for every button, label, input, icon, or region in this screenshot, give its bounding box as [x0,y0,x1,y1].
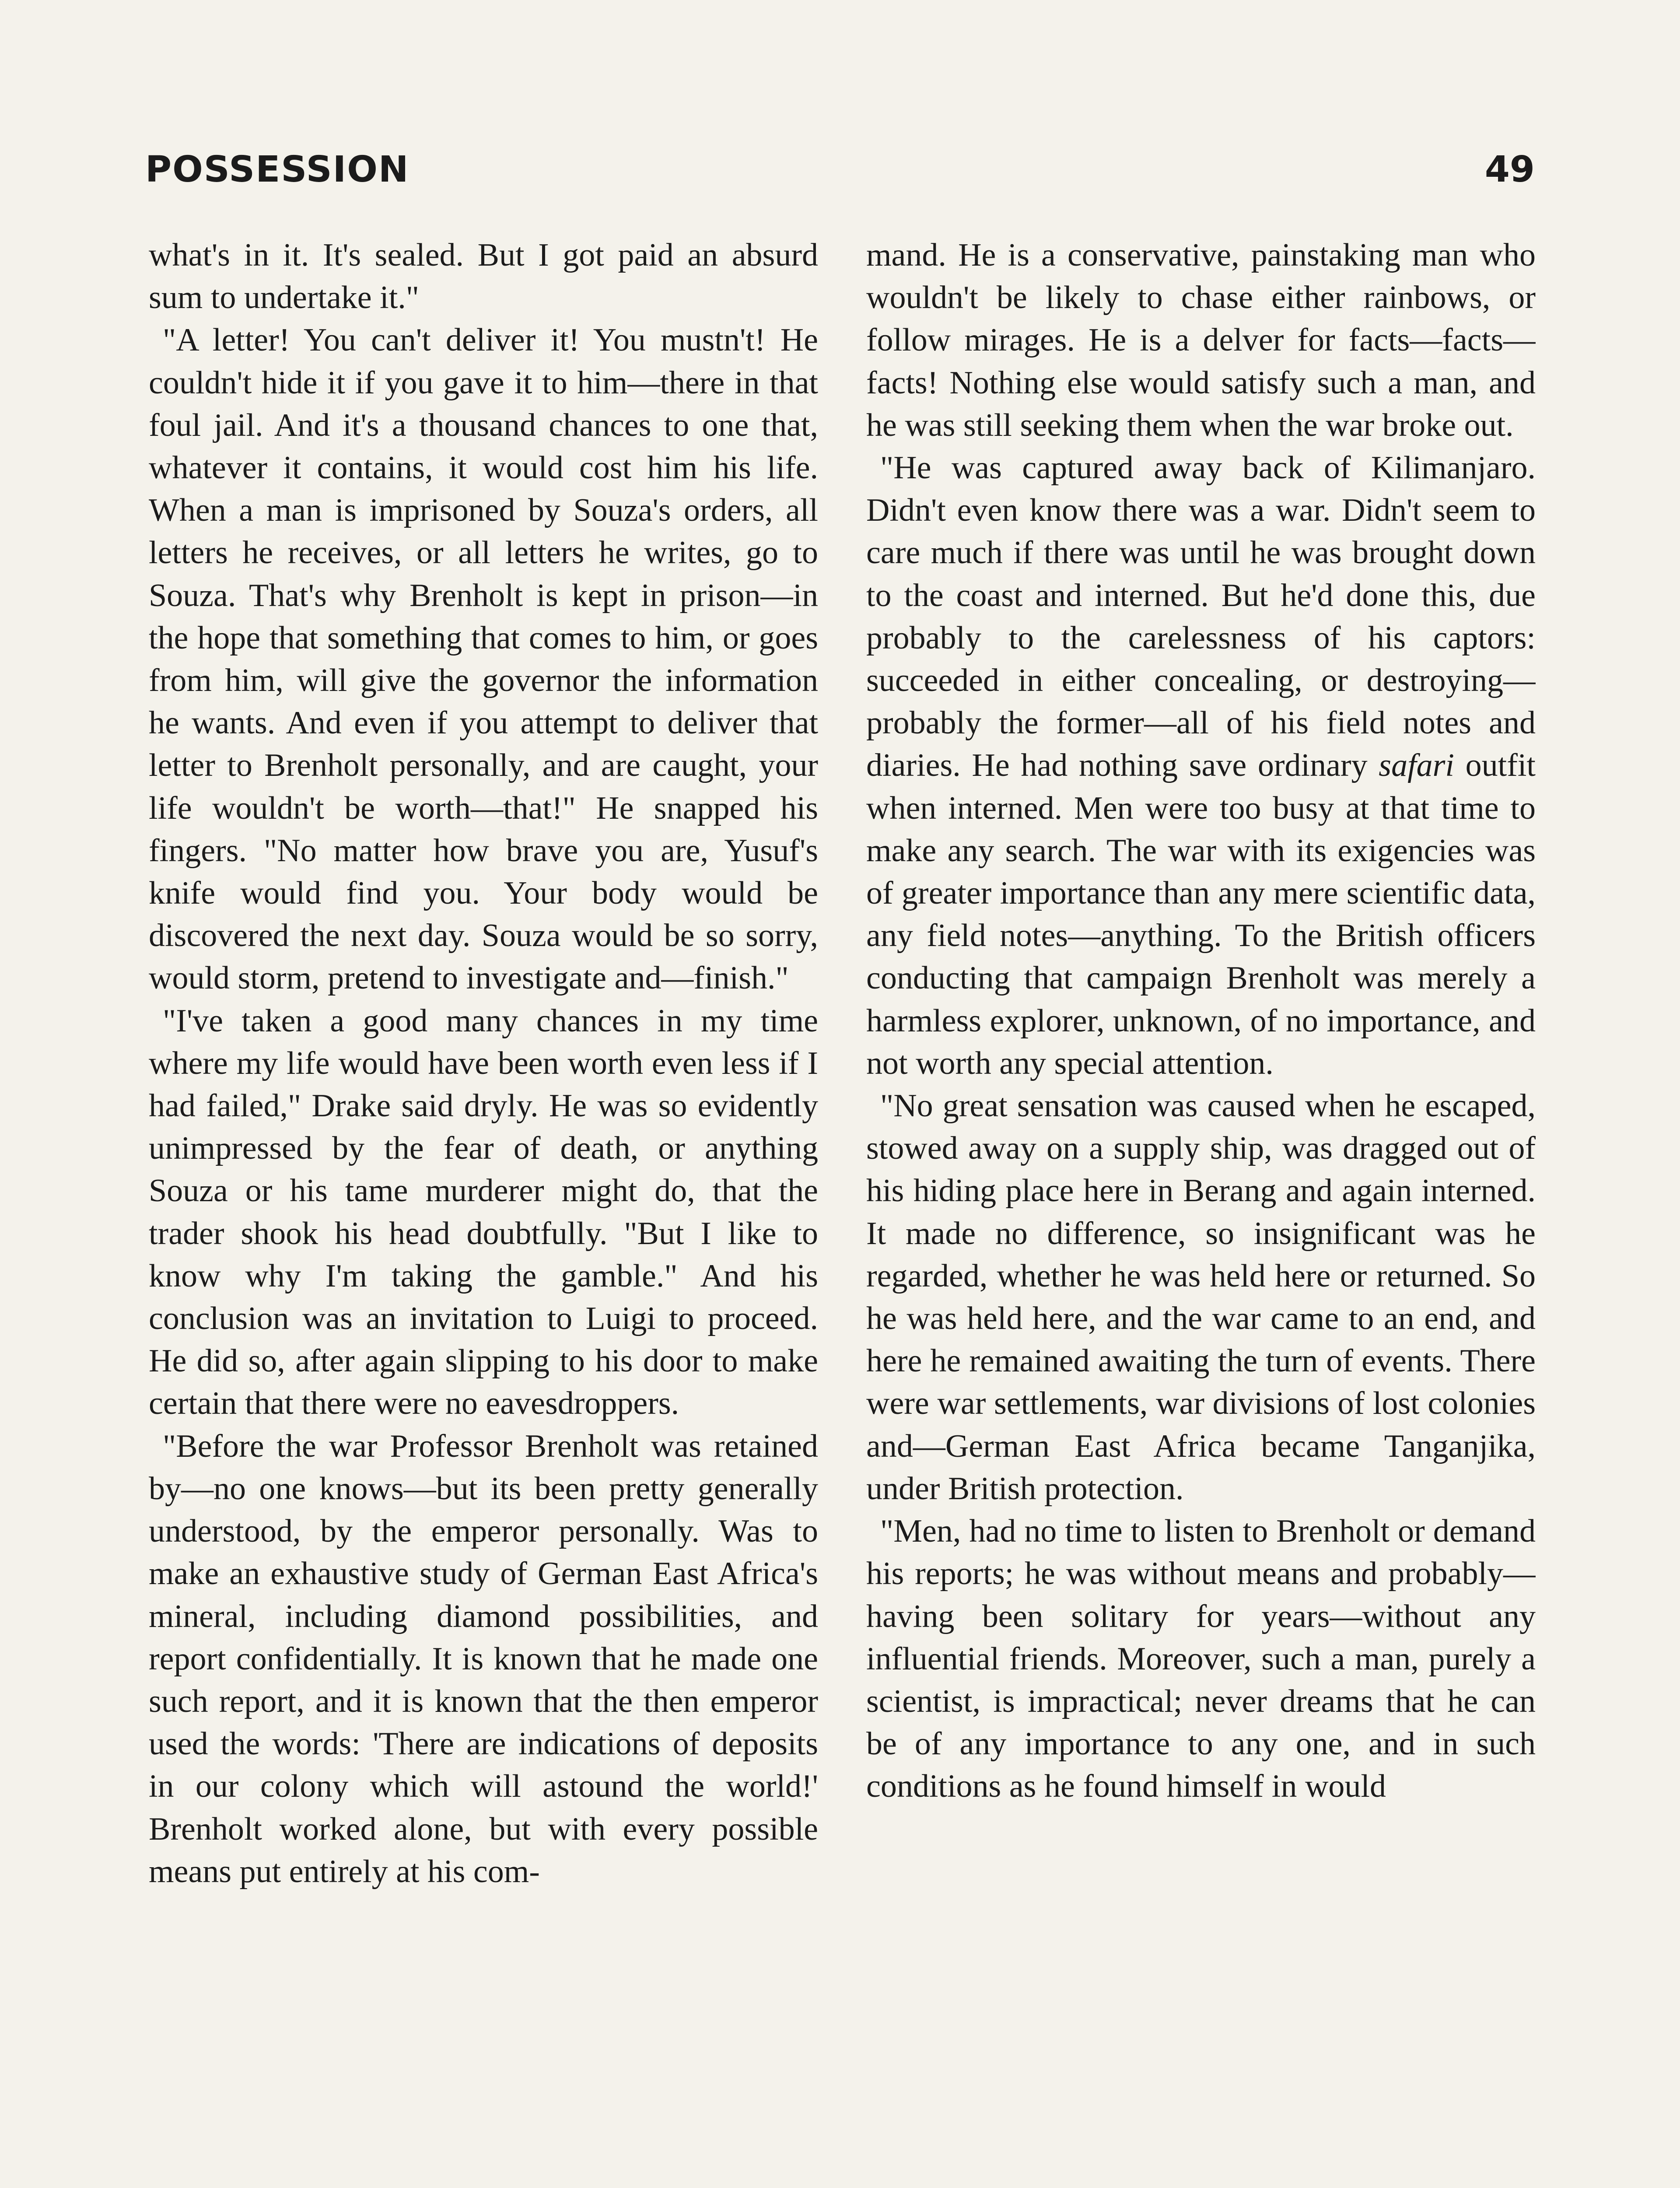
italic-word: safari [1379,747,1454,784]
left-column [149,234,818,2188]
paragraph: "Men, had no time to listen to Brenholt or demand his reports; he was without means and probably—having been solitary for years—without any influential friends. Moreover, such a man, purely a scientist, is impractical; never dreams that he can be of any importance to any one, and in such conditions as he found himself in would [866,1513,1536,1805]
right-column [866,234,1536,2188]
paragraph-text: "He was captured away back of Kilimanjaro. Didn't even know there was a war. Didn't seem to care much if there was until he was brought down to the coast and interned. But he'd done this, due probably to the carelessness of his captors: succeeded in either concealing, or destroying—probably the former—all of his field notes and diaries. He had nothing save ordinary [866,450,1536,784]
section-title: POSSESSION [145,149,410,190]
paragraph-text: outfit when interned. Men were too busy at that time to make any search. The war with its exigencies was of greater importance than any mere scientific data, any field notes—anything. To the British officers conducting that campaign Brenholt was merely a harmless explorer, unknown, of no importance, and not worth any special attention. [866,747,1536,1081]
running-head [145,149,1535,197]
page-number: 49 [1484,149,1535,190]
paragraph [866,447,1536,1085]
paragraph: "Before the war Professor Brenholt was retained by—no one knows—but its been pretty generally understood, by the emperor personally. Was to make an exhaustive study of German East Africa's mineral, including diamond possibilities, and report confidentially. It is known that he made one such report, and it is known that the then emperor used the words: 'There are indications of deposits in our colony which will astound the world!' Brenholt worked alone, but with every possible means put entirely at his com- [149,1428,818,1890]
paragraph: "No great sensation was caused when he escaped, stowed away on a supply ship, was dragged out of his hiding place here in Berang and again interned. It made no difference, so insignificant was he regarded, whether he was held here or returned. So he was held here, and the war came to an end, and here he remained awaiting the turn of events. There were war settlements, war divisions of lost colonies and—German East Africa became Tanganjika, under British protection. [866,1088,1536,1507]
paragraph: what's in it. It's sealed. But I got paid an absurd sum to undertake it." [149,237,818,316]
paragraph: "I've taken a good many chances in my time where my life would have been worth even less if I had failed," Drake said dryly. He was so evidently unimpressed by the fear of death, or anything Souza or his tame murderer might do, that the trader shook his head doubtfully. "But I like to know why I'm taking the gamble." And his conclusion was an invitation to Luigi to proceed. He did so, after again slipping to his door to make certain that there were no eavesdroppers. [149,1003,818,1422]
paragraph: "A letter! You can't deliver it! You mustn't! He couldn't hide it if you gave it to him—there in that foul jail. And it's a thousand chances to one that, whatever it contains, it would cost him his life. When a man is imprisoned by Souza's orders, all letters he receives, or all letters he writes, go to Souza. That's why Brenholt is kept in prison—in the hope that something that comes to him, or goes from him, will give the governor the information he wants. And even if you attempt to deliver that letter to Brenholt personally, and are caught, your life wouldn't be worth—that!" He snapped his fingers. "No matter how brave you are, Yusuf's knife would find you. Your body would be discovered the next day. Souza would be so sorry, would storm, pretend to investigate and—finish." [149,322,818,996]
paragraph: mand. He is a conservative, painstaking man who wouldn't be likely to chase either rainbows, or follow mirages. He is a delver for facts—facts—facts! Nothing else would satisfy such a man, and he was still seeking them when the war broke out. [866,237,1536,443]
